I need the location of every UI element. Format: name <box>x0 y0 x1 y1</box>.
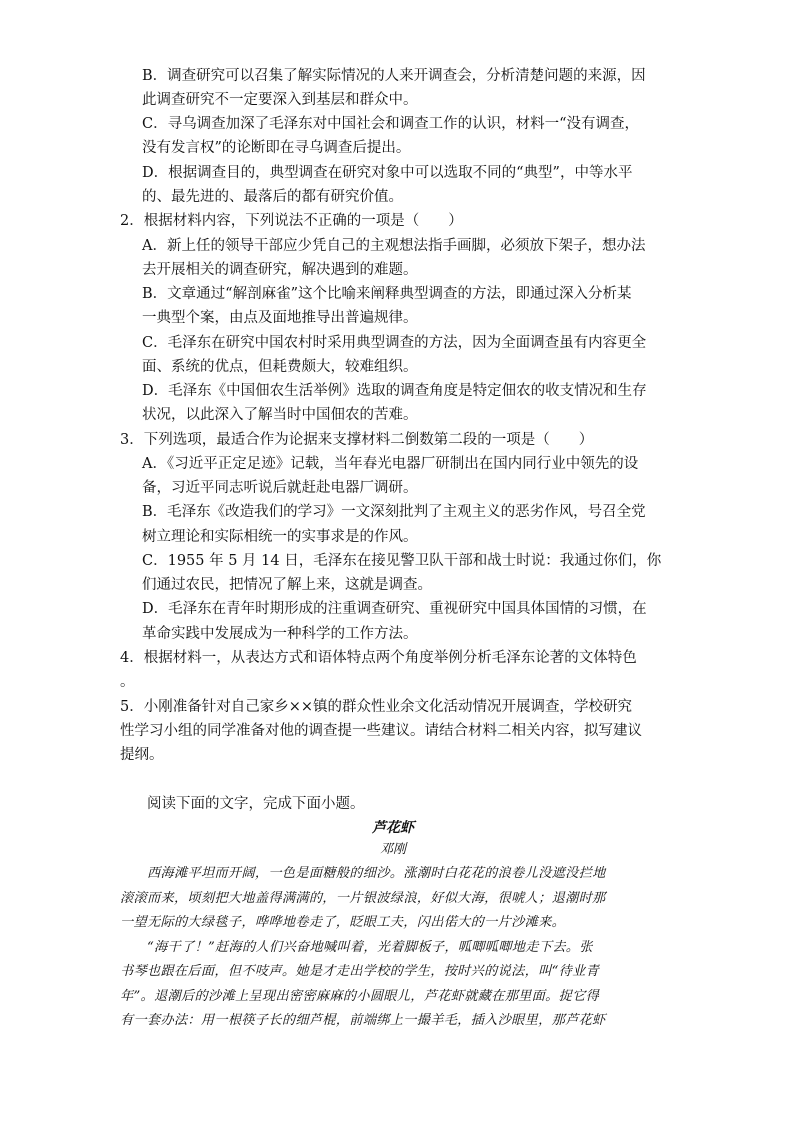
q3-option-d-line1: D．毛泽东在青年时期形成的注重调查研究、重视研究中国具体国情的习惯，在 <box>142 601 647 617</box>
q1-option-c-line2: 没有发言权”的论断即在寻乌调查后提出。 <box>142 140 411 156</box>
q5-line2: 性学习小组的同学准备对他的调查提一些建议。请结合材料二相关内容，拟写建议 <box>120 723 642 739</box>
q5-line1: 5．小刚准备针对自己家乡××镇的群众性业余文化活动情况开展调查，学校研究 <box>120 699 633 715</box>
q3-option-d-line2: 革命实践中发展成为一种科学的工作方法。 <box>142 626 418 642</box>
q3-option-a-line1: A．《习近平正定足迹》记载，当年春光电器厂研制出在国内同行业中领先的设 <box>142 456 639 472</box>
q2-option-c-line2: 面、系统的优点，但耗费颇大，较难组织。 <box>142 359 418 375</box>
q2-option-d-line2: 状况，以此深入了解当时中国佃农的苦难。 <box>142 407 418 423</box>
q1-option-c-line1: C．寻乌调查加深了毛泽东对中国社会和调查工作的认识，材料一“没有调查， <box>142 116 640 132</box>
q1-option-d-line1: D．根据调查目的，典型调查在研究对象中可以选取不同的“典型”，中等水平 <box>142 165 633 181</box>
q1-option-d-line2: 的、最先进的、最落后的都有研究价值。 <box>142 189 403 205</box>
story-para2-line2: 书琴也跟在后面，但不吱声。她是才走出学校的学生，按时兴的说法，叫“待业青 <box>120 964 600 979</box>
q3-option-b-line1: B．毛泽东《改造我们的学习》一文深刻批判了主观主义的恶劣作风，号召全党 <box>142 504 646 520</box>
story-author: 邓刚 <box>380 842 407 857</box>
q3-option-a-line2: 备，习近平同志听说后就赶赴电器厂调研。 <box>142 480 418 496</box>
q5-line3: 提纲。 <box>120 747 164 763</box>
q4-line1: 4．根据材料一，从表达方式和语体特点两个角度举例分析毛泽东论著的文体特色 <box>120 650 637 666</box>
story-para1-line1: 西海滩平坦而开阔，一色是面糖般的细沙。涨潮时白花花的浪卷儿没遮没拦地 <box>147 866 606 881</box>
story-para2-line1: “海干了！”赶海的人们兴奋地喊叫着，光着脚板子，呱唧呱唧地走下去。张 <box>147 940 593 955</box>
story-para2-line3: 年”。退潮后的沙滩上呈现出密密麻麻的小圆眼儿，芦花虾就藏在那里面。捉它得 <box>120 989 600 1004</box>
story-para2-line4: 有一套办法：用一根筷子长的细芦棍，前端绑上一撮羊毛，插入沙眼里，那芦花虾 <box>120 1013 606 1028</box>
q1-option-b-line1: B．调查研究可以召集了解实际情况的人来开调查会，分析清楚问题的来源，因 <box>142 68 646 84</box>
q3-stem: 3．下列选项，最适合作为论据来支撑材料二倒数第二段的一项是（ ） <box>120 432 594 448</box>
story-title: 芦花虾 <box>372 820 414 836</box>
q3-option-b-line2: 树立理论和实际相统一的实事求是的作风。 <box>142 529 418 545</box>
story-para1-line2: 滚滚而来，顷刻把大地盖得满满的，一片银波绿浪，好似大海，很唬人；退潮时那 <box>120 891 606 906</box>
q2-option-d-line1: D．毛泽东《中国佃农生活举例》选取的调查角度是特定佃农的收支情况和生存 <box>142 383 647 399</box>
q3-option-c-line1: C．1955 年 5 月 14 日，毛泽东在接见警卫队干部和战士时说：我通过你们，你 <box>142 553 662 569</box>
q2-option-a-line1: A．新上任的领导干部应少凭自己的主观想法指手画脚，必须放下架子，想办法 <box>142 238 646 254</box>
reading-instruction: 阅读下面的文字，完成下面小题。 <box>147 796 365 812</box>
q1-option-b-line2: 此调查研究不一定要深入到基层和群众中。 <box>142 92 418 108</box>
q2-option-b-line1: B．文章通过“解剖麻雀”这个比喻来阐释典型调查的方法，即通过深入分析某 <box>142 286 632 302</box>
q3-option-c-line2: 们通过农民，把情况了解上来，这就是调查。 <box>142 577 432 593</box>
q2-option-c-line1: C．毛泽东在研究中国农村时采用典型调查的方法，因为全面调查虽有内容更全 <box>142 335 647 351</box>
story-para1-line3: 一望无际的大绿毯子，哗哗地卷走了，眨眼工夫，闪出偌大的一片沙滩来。 <box>120 915 566 930</box>
q2-stem: 2．根据材料内容，下列说法不正确的一项是（ ） <box>120 213 463 229</box>
q2-option-a-line2: 去开展相关的调查研究，解决遇到的难题。 <box>142 262 418 278</box>
q4-line2: 。 <box>120 674 135 690</box>
q2-option-b-line2: 一典型个案，由点及面地推导出普遍规律。 <box>142 310 418 326</box>
